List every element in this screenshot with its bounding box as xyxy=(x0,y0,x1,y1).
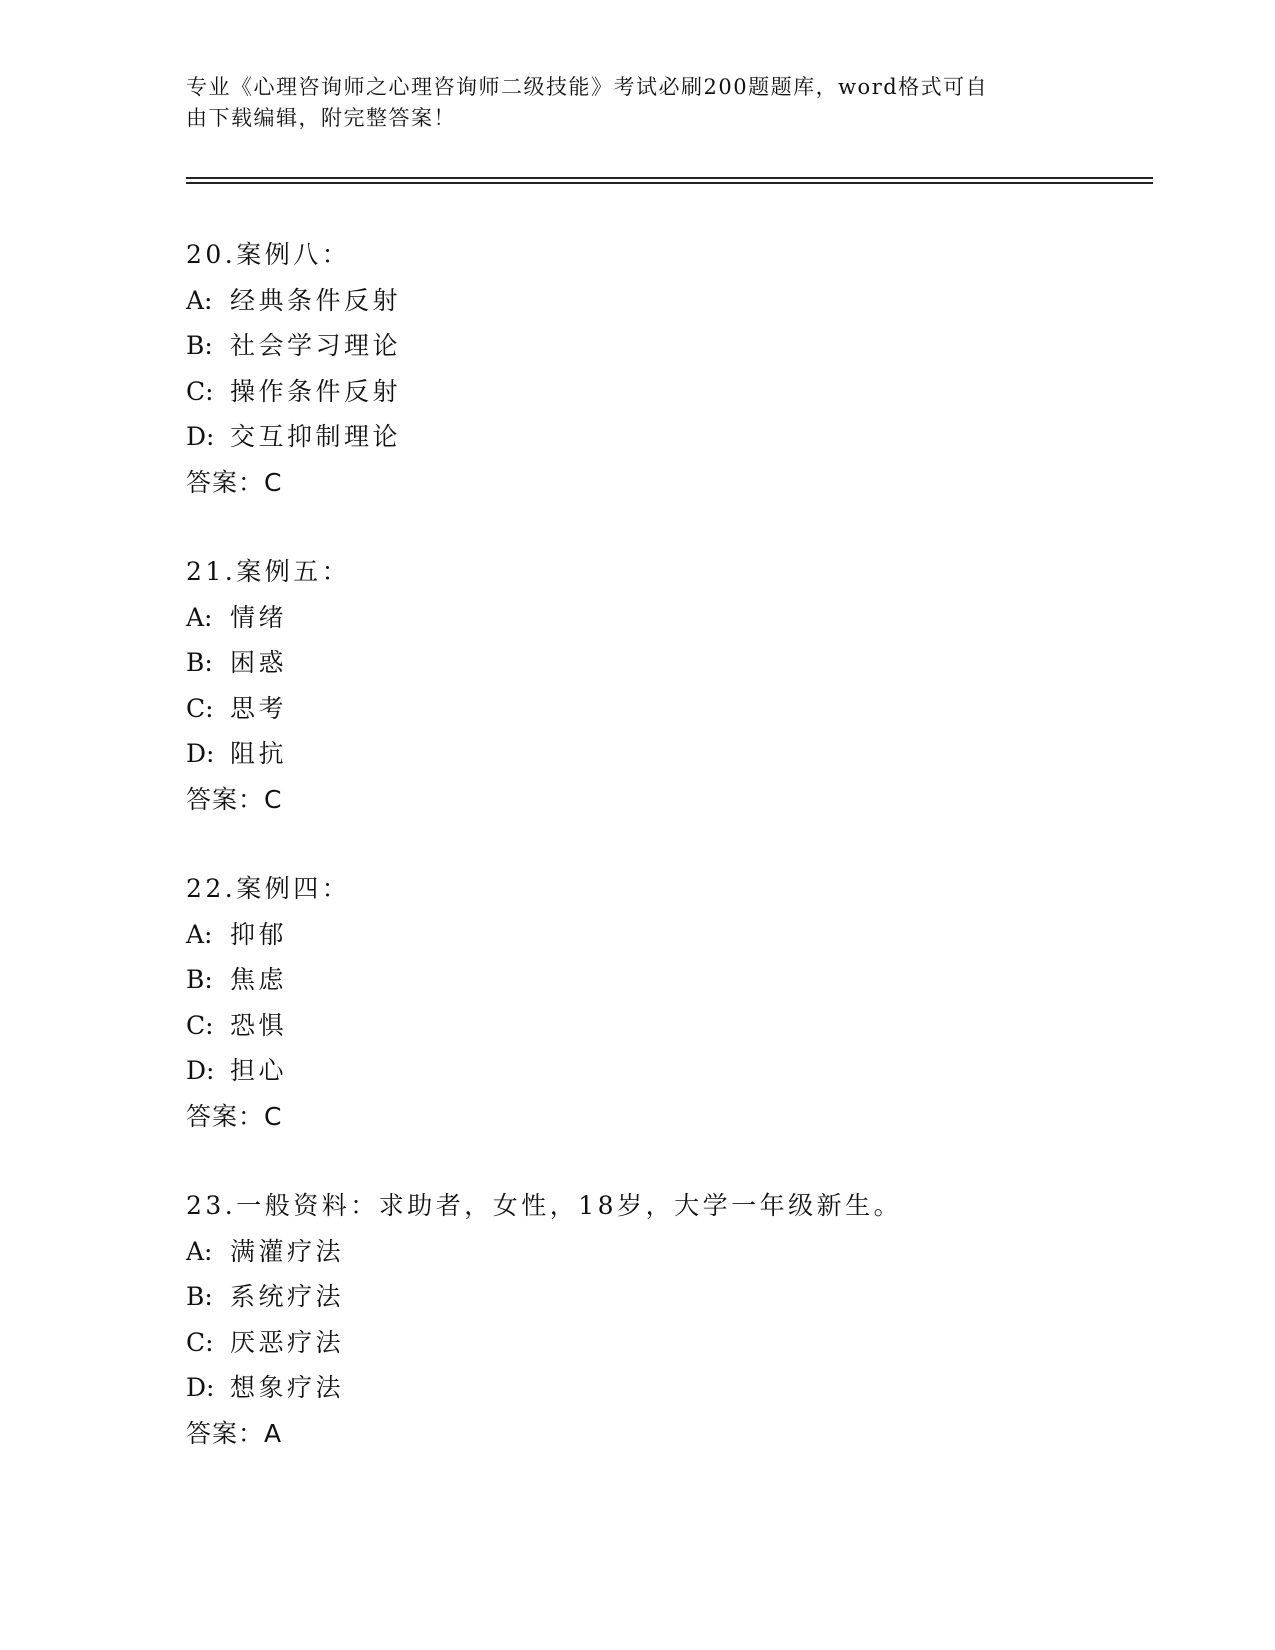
option-text: 困惑 xyxy=(230,648,288,677)
option-letter: D: xyxy=(186,1373,215,1402)
question-20 xyxy=(186,232,1146,505)
question-title: 20.案例八： xyxy=(186,240,351,269)
option-d xyxy=(186,414,1146,460)
answer-line: 答案：C xyxy=(186,467,283,497)
question-21 xyxy=(186,549,1146,822)
header-line-2: 由下载编辑，附完整答案！ xyxy=(186,106,456,130)
option-letter: C: xyxy=(186,376,214,406)
answer-line: 答案：C xyxy=(186,1101,283,1131)
option-c xyxy=(186,1320,1146,1366)
option-letter: C: xyxy=(186,1010,214,1040)
option-d xyxy=(186,1365,1146,1411)
option-letter: D: xyxy=(186,739,215,768)
option-letter: D: xyxy=(186,422,215,451)
header-divider-bottom xyxy=(186,182,1153,184)
option-text: 情绪 xyxy=(230,602,288,632)
document-header xyxy=(186,72,1086,134)
option-c xyxy=(186,1003,1146,1049)
option-letter: C: xyxy=(186,1327,214,1357)
answer-line: 答案：A xyxy=(186,1418,283,1448)
option-text: 交互抑制理论 xyxy=(230,422,402,451)
option-text: 思考 xyxy=(230,693,288,723)
option-text: 社会学习理论 xyxy=(230,331,402,360)
option-text: 焦虑 xyxy=(230,965,288,994)
question-22 xyxy=(186,866,1146,1139)
answer-line: 答案：C xyxy=(186,784,283,814)
option-b xyxy=(186,640,1146,686)
option-text: 恐惧 xyxy=(230,1010,288,1040)
question-title: 21.案例五： xyxy=(186,557,351,586)
question-title: 22.案例四： xyxy=(186,874,351,903)
option-c xyxy=(186,686,1146,732)
option-text: 厌恶疗法 xyxy=(230,1327,345,1357)
question-title: 23.一般资料：求助者，女性，18岁，大学一年级新生。 xyxy=(186,1191,903,1220)
option-letter: D: xyxy=(186,1056,215,1085)
option-text: 想象疗法 xyxy=(230,1373,345,1402)
option-d xyxy=(186,731,1146,777)
option-a xyxy=(186,595,1146,641)
option-letter: B: xyxy=(186,965,213,994)
option-letter: B: xyxy=(186,331,213,360)
option-d xyxy=(186,1048,1146,1094)
header-line-1: 专业《心理咨询师之心理咨询师二级技能》考试必刷200题题库，word格式可自 xyxy=(186,75,989,99)
option-text: 系统疗法 xyxy=(230,1282,345,1311)
option-letter: A: xyxy=(186,602,213,632)
option-c xyxy=(186,369,1146,415)
option-a xyxy=(186,278,1146,324)
option-letter: B: xyxy=(186,648,213,677)
question-23 xyxy=(186,1183,1146,1456)
option-text: 阻抗 xyxy=(230,739,288,768)
option-a xyxy=(186,1229,1146,1275)
option-letter: A: xyxy=(186,285,213,315)
option-text: 满灌疗法 xyxy=(230,1236,345,1266)
option-b xyxy=(186,957,1146,1003)
option-b xyxy=(186,1274,1146,1320)
option-text: 担心 xyxy=(230,1056,288,1085)
option-text: 经典条件反射 xyxy=(230,285,402,315)
header-divider-top xyxy=(186,177,1153,179)
option-text: 操作条件反射 xyxy=(230,376,402,406)
option-letter: C: xyxy=(186,693,214,723)
option-letter: A: xyxy=(186,919,213,949)
option-text: 抑郁 xyxy=(230,919,288,949)
option-b xyxy=(186,323,1146,369)
question-list xyxy=(186,232,1146,1500)
option-letter: B: xyxy=(186,1282,213,1311)
option-a xyxy=(186,912,1146,958)
option-letter: A: xyxy=(186,1236,213,1266)
